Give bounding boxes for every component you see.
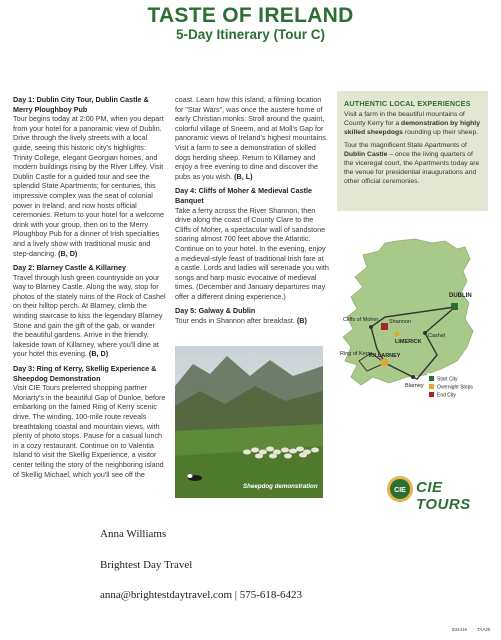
sidebar-title: AUTHENTIC LOCAL EXPERIENCES bbox=[344, 99, 471, 108]
agent-contact: anna@brightestdaytravel.com | 575-618-6423 bbox=[100, 589, 303, 601]
legend-end-label: End City bbox=[437, 392, 456, 399]
day-text: coast. Learn how this island, a filming location for "Star Wars", was once the austere home of early Christian monks. Stroll around the quaint, colorful village of Sneem, and at Moll's Gap for panoramic views of Ireland's highest mountains. Visit a farm to see a demonstration of skilled dogs herding sheep. Return to Killarney and enjoy a free evening to dine and discover the pubs as you wish. bbox=[175, 95, 328, 181]
cashel-marker bbox=[423, 331, 427, 335]
day-5 bbox=[175, 306, 329, 325]
legend-overnight-swatch bbox=[429, 384, 434, 389]
day-2 bbox=[13, 263, 166, 359]
map-label-shannon: Shannon bbox=[389, 319, 412, 325]
day-text: Travel through lush green countryside on your way to Blarney Castle. Along the way, stop for photos of the stately ruins of the Rock of Cashel on their hilltop perch. At Blarney, climb the winding staircase to kiss the legendary Blarney Stone and gain the gift of the gab, or wander the beautiful gardens. Arrive in the friendly, lakeside town of Killarney, where you'll dine at your hotel this evening. bbox=[13, 272, 166, 359]
meals-badge: (B, D) bbox=[58, 248, 78, 258]
sidebar-paragraph-2 bbox=[344, 142, 481, 186]
day-3-continued bbox=[175, 95, 329, 181]
authentic-experiences-box bbox=[337, 91, 488, 211]
photo-caption: Sheepdog demonstration bbox=[243, 483, 318, 490]
day-1 bbox=[13, 95, 166, 258]
cie-logo-icon bbox=[386, 475, 414, 503]
sidebar-text: rounding up their sheep. bbox=[402, 128, 479, 136]
cliffs-marker bbox=[369, 325, 373, 329]
logo-text: CIE TOURS bbox=[416, 479, 471, 513]
sheepdog-photo bbox=[175, 346, 323, 498]
agent-name: Anna Williams bbox=[100, 528, 167, 540]
document-code: 634416 bbox=[452, 627, 468, 632]
day-text: Take a ferry across the River Shannon, then drive along the coast of County Clare to the Cliffs of Moher, a spectacular wall of sandstone soaring almost 700 feet above the Atlantic. Continue on to your hotel. In the evening, enjoy a medieval-style feast of traditional Irish fare at a castle. Lords and ladies will serenade you with songs and harp music evocative of medieval times. (December and January departures may offer a different dining experience.) bbox=[175, 205, 329, 301]
map-label-ring-of-kerry: Ring of Kerry bbox=[340, 351, 373, 357]
meals-badge: (B, D) bbox=[88, 349, 109, 359]
document-code-2: TAA25 bbox=[477, 627, 491, 632]
itinerary-column-left bbox=[13, 95, 166, 484]
route-map bbox=[337, 237, 488, 402]
sidebar-text: – once the living quarters of the viceregal court, the Apartments today are the venue for presidential inaugurations and other official ceremonies. bbox=[344, 151, 480, 185]
cie-tours-logo bbox=[386, 474, 490, 513]
agent-company: Brightest Day Travel bbox=[100, 559, 193, 571]
sidebar-highlight: demonstration by highly skilled sheepdogs bbox=[344, 119, 480, 136]
map-label-cliffs: Cliffs of Moher bbox=[343, 317, 379, 323]
sidebar-text: Visit a farm in the beautiful mountains of County Kerry for a bbox=[344, 111, 465, 127]
legend-start-label: Start City bbox=[437, 376, 458, 383]
map-label-killarney: KILLARNEY bbox=[369, 353, 401, 359]
page-subtitle: 5-Day Itinerary (Tour C) bbox=[175, 27, 326, 42]
map-label-blarney: Blarney bbox=[405, 383, 424, 389]
map-label-cashel: Cashel bbox=[428, 333, 446, 339]
day-title: Day 2: Blarney Castle & Killarney bbox=[13, 263, 127, 273]
sheepdog-image bbox=[175, 346, 323, 498]
ireland-landmass bbox=[343, 239, 473, 385]
map-label-dublin: DUBLIN bbox=[449, 293, 472, 299]
limerick-marker bbox=[395, 332, 400, 337]
sidebar-paragraph-1 bbox=[344, 111, 481, 137]
page-title: TASTE OF IRELAND bbox=[147, 4, 354, 27]
map-label-limerick: LIMERICK bbox=[395, 339, 422, 345]
sidebar-text: Tour the magnificent State Apartments of bbox=[344, 142, 467, 150]
day-text: Tour begins today at 2:00 PM, when you depart from your hotel for a panoramic view of Dublin. Drive through the lively streets with a local guide, seeing this historic city's highlights: Trinity College, elegant Georgian homes, and modern buildings rising by the River Liffey. Visit Dublin Castle for a guided tour and see the splendid State Apartments; for centuries, this impressive complex was the seat of colonial power in Ireland, and now hosts official ceremonies. Return to your hotel for a welcome drink with your group, then on to the Merry Ploughboy Pub for a dinner of Irish specialties and a lively show with traditional music and step-dancing. bbox=[13, 114, 165, 258]
day-text: Visit CIE Tours preferred shopping partner Moriarty's in the beautiful Gap of Dunloe, before embarking on the famed Ring of Kerry scenic drive. The winding, 100-mile route reveals breathtaking coastal and mountain views, with plenty of photo stops. Pause for a casual lunch in a cozy restaurant. Continue on to Valentia Island to visit the Skellig Experience, a visitor center telling the story of the neighboring island of Skellig Michael, which you'll see off the bbox=[13, 383, 166, 479]
svg-text:CIE: CIE bbox=[394, 487, 406, 494]
meals-badge: (B) bbox=[296, 316, 307, 326]
ireland-map bbox=[337, 237, 488, 402]
meals-badge: (B, L) bbox=[234, 171, 253, 181]
day-text: Tour ends in Shannon after breakfast. bbox=[175, 316, 295, 326]
day-title: Day 3: Ring of Kerry, Skellig Experience & Sheepdog Demonstration bbox=[13, 364, 157, 383]
itinerary-column-middle bbox=[175, 95, 329, 331]
legend-overnight-label: Overnight Stops bbox=[437, 384, 473, 391]
day-title: Day 5: Galway & Dublin bbox=[175, 306, 256, 316]
blarney-marker bbox=[411, 375, 415, 379]
dublin-marker bbox=[451, 303, 458, 310]
day-title: Day 4: Cliffs of Moher & Medieval Castle Banquet bbox=[175, 186, 312, 205]
day-title: Day 1: Dublin City Tour, Dublin Castle & Merry Ploughboy Pub bbox=[13, 95, 149, 114]
legend-end-swatch bbox=[429, 392, 434, 397]
shannon-marker bbox=[381, 323, 388, 330]
day-4 bbox=[175, 186, 329, 301]
killarney-marker bbox=[381, 359, 388, 366]
legend-start-swatch bbox=[429, 376, 434, 381]
sidebar-highlight: Dublin Castle bbox=[344, 151, 388, 159]
day-3 bbox=[13, 364, 166, 479]
